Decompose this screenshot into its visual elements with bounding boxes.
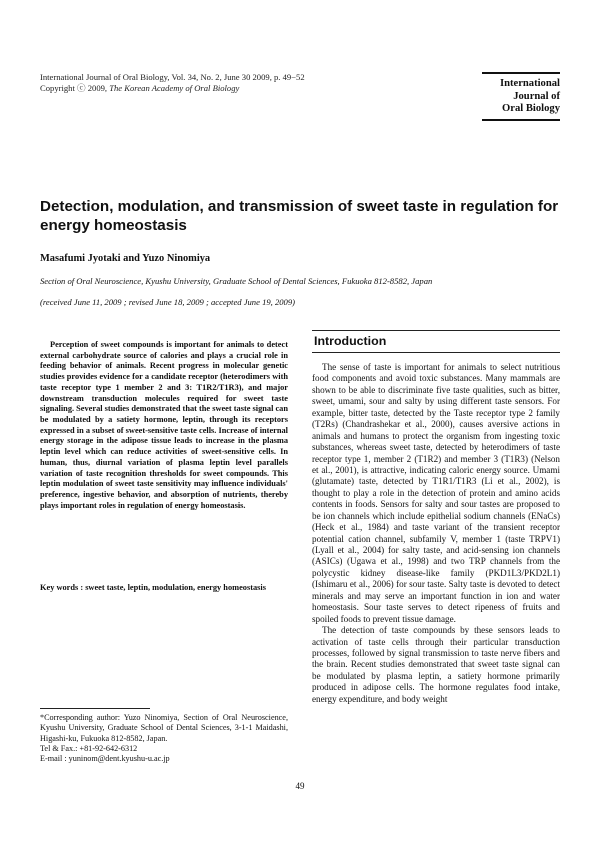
corresponding-author-footnote bbox=[40, 713, 288, 764]
abstract: Perception of sweet compounds is important for animals to detect external carbohydrate source of calories and plays a crucial role in feeding behavior of animals. Recent progress in molecular genetic studies provides evidence for a candidate receptor (heterodimers with taste receptor type 1 member 2 and 3: T1R2/T1R3), and major downstream transduction molecules required for sweet taste signaling. Several studies demonstrated that the sweet taste signal can be modulated by a satiety hormone, leptin, through its receptors expressed in a subset of sweet-sensitive taste cells. Increase of internal energy storage in the adipose tissue leads to increase in the plasma leptin level which can reduce activities of sweet-sensitive cells. In human, thus, diurnal variation of plasma leptin level parallels variation of taste recognition thresholds for sweet compounds. This leptin modulation of sweet taste sensitivity may influence individuals' preference, ingestive behavior, and absorption of nutrients, thereby plays important roles in regulation of energy homeostasis. bbox=[40, 340, 288, 510]
article-title: Detection, modulation, and transmission of sweet taste in regulation for energy homeostasis bbox=[40, 198, 559, 234]
section-rule-top bbox=[312, 330, 560, 331]
publisher-name: The Korean Academy of Oral Biology bbox=[109, 82, 240, 93]
body-paragraph: The sense of taste is important for animals to select nutritious food components and avoid toxic substances. Many mammals are shown to be able to discriminate five taste qualities, such as bitter, sweet, umami, sour and salty by using different taste sensors. For example, bitter taste, detected by the Taste receptor type 2 family (T2Rs) (Chandrashekar et al., 2000), causes aversive actions in animals and humans to protect the organism from ingesting toxic substances, whereas sweet taste, detected by heterodimers of taste receptor type 1, member 2 (T1R2) and member 3 (T1R3) (Nelson et al., 2001), is attractive, indicating caloric energy source. Umami (glutamate) taste, detected by T1R1/T1R3 (Li et al., 2002), is thought to play a role in the detection of protein and amino acids contents in foods. Sensors for salty and sour tastes are proposed to be ion channels which include epithelial sodium channels (ENaCs) (Heck et al., 1984) and taste variant of the transient receptor potential cation channel, subfamily V, member 1 (taste TRPV1) (Lyall et al., 2004) for salty taste, and acid-sensing ion channels (ASICs) (Ugawa et al., 1998) and two TRP channels from the polycystic kidney disease-like family (PKD1L3/PKD2L1) (Ishimaru et al., 2006) for sour taste. Salty taste is devoted to detect minerals and may serve an important function in ion and water homeostasis. Sour taste serves to detect ripeness of fruits and spoiled foods to prevent tissue damage. bbox=[312, 362, 560, 624]
author-list: Masafumi Jyotaki and Yuzo Ninomiya bbox=[40, 253, 211, 264]
body-paragraph: The detection of taste compounds by these sensors leads to activation of taste cells through their particular transduction processes, followed by signal transmission to taste nerve fibers and the brain. Recent studies demonstrated that sweet taste signal can be modulated by plasma leptin, a satiety hormone primarily produced in adipose cells. The hormone regulates food intake, energy expenditure, and body weight bbox=[312, 625, 560, 704]
copyright-line bbox=[40, 83, 400, 94]
section-rule-bottom bbox=[312, 352, 560, 353]
footnote-divider bbox=[40, 708, 150, 709]
footnote-line: Tel & Fax.: +81-92-642-6312 bbox=[40, 743, 138, 753]
journal-header bbox=[40, 72, 400, 93]
copyright-prefix: Copyright ⓒ 2009, bbox=[40, 82, 110, 93]
journal-name-line-3: Oral Biology bbox=[502, 103, 560, 114]
journal-name-box bbox=[482, 72, 560, 121]
affiliation: Section of Oral Neuroscience, Kyushu University, Graduate School of Dental Sciences, Fukuoka 812-8582, Japan bbox=[40, 276, 433, 286]
page-number: 49 bbox=[295, 781, 305, 791]
citation-line: International Journal of Oral Biology, Vol. 34, No. 2, June 30 2009, p. 49−52 bbox=[40, 72, 305, 82]
keywords: Key words : sweet taste, leptin, modulation, energy homeostasis bbox=[40, 583, 266, 592]
journal-name-line-1: International bbox=[499, 78, 560, 89]
footnote-line: E-mail : yuninom@dent.kyushu-u.ac.jp bbox=[40, 754, 170, 764]
introduction-body bbox=[312, 362, 560, 705]
journal-name-line-2: Journal of bbox=[513, 90, 560, 102]
footnote-line: *Corresponding author: Yuzo Ninomiya, Section of Oral Neuroscience, Kyushu University, Graduate School of Dental Sciences, 3-1-1 Maidashi, Higashi-ku, Fukuoka 812-8582, Japan. bbox=[40, 713, 288, 743]
section-heading: Introduction bbox=[314, 334, 387, 348]
submission-dates: (received June 11, 2009 ; revised June 18, 2009 ; accepted June 19, 2009) bbox=[40, 297, 296, 307]
